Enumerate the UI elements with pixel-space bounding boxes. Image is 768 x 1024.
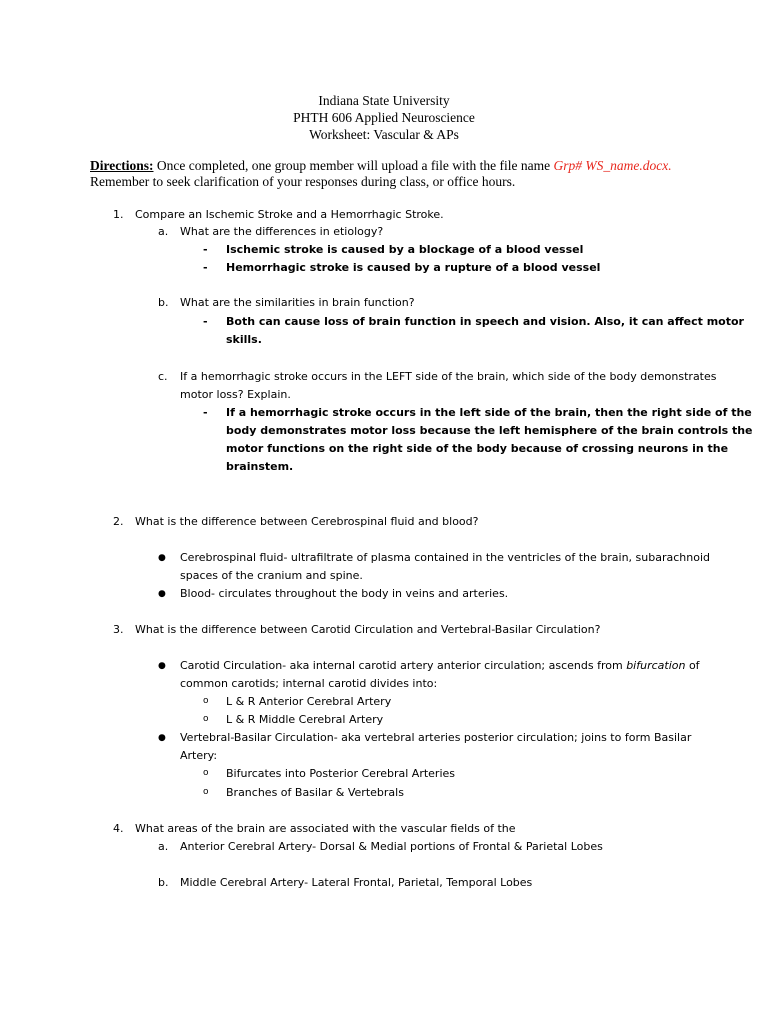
q1b-text: What are the similarities in brain function? (180, 296, 415, 309)
q3-bullet2-line-2: Artery: (180, 749, 218, 762)
q1a-answer-2: Hemorrhagic stroke is caused by a rupture of a blood vessel (226, 261, 601, 274)
university-title: Indiana State University (318, 93, 450, 108)
worksheet-title: Worksheet: Vascular & APs (309, 127, 459, 142)
q4a-letter: a. (158, 840, 169, 853)
q1c-answer-line-2: body demonstrates motor loss because the left hemisphere of the brain controls the (226, 424, 753, 437)
q3-bullet2-sub-2: Branches of Basilar & Vertebrals (226, 786, 404, 799)
directions-label: Directions: (90, 158, 154, 173)
q4-text: What areas of the brain are associated with the vascular fields of the (135, 822, 516, 835)
q3-bullet1-sub-1: L & R Anterior Cerebral Artery (226, 695, 392, 708)
directions-text: Once completed, one group member will upload a file with the file name (153, 158, 554, 173)
q1b-answer-line-2: skills. (226, 333, 262, 346)
q2-number: 2. (113, 515, 124, 528)
course-title: PHTH 606 Applied Neuroscience (293, 110, 475, 125)
q1a-text: What are the differences in etiology? (180, 225, 384, 238)
circle-marker: o (203, 787, 209, 797)
circle-marker: o (203, 696, 209, 706)
q1a-letter: a. (158, 225, 169, 238)
q3-number: 3. (113, 623, 124, 636)
q1c-answer-line-1: If a hemorrhagic stroke occurs in the left side of the brain, then the right side of the (226, 406, 752, 419)
q1-text: Compare an Ischemic Stroke and a Hemorrhagic Stroke. (135, 208, 444, 221)
q1c-text-line-2: motor loss? Explain. (180, 388, 291, 401)
q2-bullet1-line-2: spaces of the cranium and spine. (180, 569, 363, 582)
bullet-marker: ● (158, 553, 166, 563)
q1a-answer-1: Ischemic stroke is caused by a blockage of a blood vessel (226, 243, 584, 256)
directions-line1 (90, 158, 672, 174)
q1c-text-line-1: If a hemorrhagic stroke occurs in the LEFT side of the brain, which side of the body demonstrates (180, 370, 717, 383)
dash-marker: - (203, 315, 208, 328)
q1c-letter: c. (158, 370, 168, 383)
q4a-text: Anterior Cerebral Artery- Dorsal & Medial portions of Frontal & Parietal Lobes (180, 840, 603, 853)
q4b-text: Middle Cerebral Artery- Lateral Frontal, Parietal, Temporal Lobes (180, 876, 533, 889)
q1b-answer-line-1: Both can cause loss of brain function in speech and vision. Also, it can affect motor (226, 315, 744, 328)
q3-bullet1-sub-2: L & R Middle Cerebral Artery (226, 713, 384, 726)
bullet-marker: ● (158, 589, 166, 599)
directions-period: . (668, 158, 672, 173)
q1-number: 1. (113, 208, 124, 221)
q3-bullet1-post: of (685, 659, 700, 672)
q3-bullet2-sub-1: Bifurcates into Posterior Cerebral Arteries (226, 767, 456, 780)
q3-bullet1-pre: Carotid Circulation- aka internal carotid artery anterior circulation; ascends from (180, 659, 627, 672)
bullet-marker: ● (158, 733, 166, 743)
q4b-letter: b. (158, 876, 169, 889)
bullet-marker: ● (158, 661, 166, 671)
q2-text: What is the difference between Cerebrospinal fluid and blood? (135, 515, 479, 528)
dash-marker: - (203, 243, 208, 256)
q1b-letter: b. (158, 296, 169, 309)
dash-marker: - (203, 406, 208, 419)
q3-bullet1-line-2: common carotids; internal carotid divides into: (180, 677, 438, 690)
directions-line2: Remember to seek clarification of your responses during class, or office hours. (90, 174, 516, 189)
circle-marker: o (203, 714, 209, 724)
q1c-answer-line-3: motor functions on the right side of the body because of crossing neurons in the (226, 442, 729, 455)
q2-bullet1-line-1: Cerebrospinal fluid- ultrafiltrate of plasma contained in the ventricles of the brain, subarachnoid (180, 551, 710, 564)
q3-bullet2-line-1: Vertebral-Basilar Circulation- aka vertebral arteries posterior circulation; joins to form Basilar (180, 731, 692, 744)
q3-bullet1-italic: bifurcation (626, 659, 686, 672)
q4-number: 4. (113, 822, 124, 835)
q3-text: What is the difference between Carotid Circulation and Vertebral-Basilar Circulation? (135, 623, 601, 636)
dash-marker: - (203, 261, 208, 274)
q1c-answer-line-4: brainstem. (226, 460, 294, 473)
q2-bullet2: Blood- circulates throughout the body in veins and arteries. (180, 587, 509, 600)
directions-filename: Grp# WS_name.docx (553, 158, 669, 173)
q3-bullet1-line-1 (180, 659, 700, 672)
circle-marker: o (203, 768, 209, 778)
